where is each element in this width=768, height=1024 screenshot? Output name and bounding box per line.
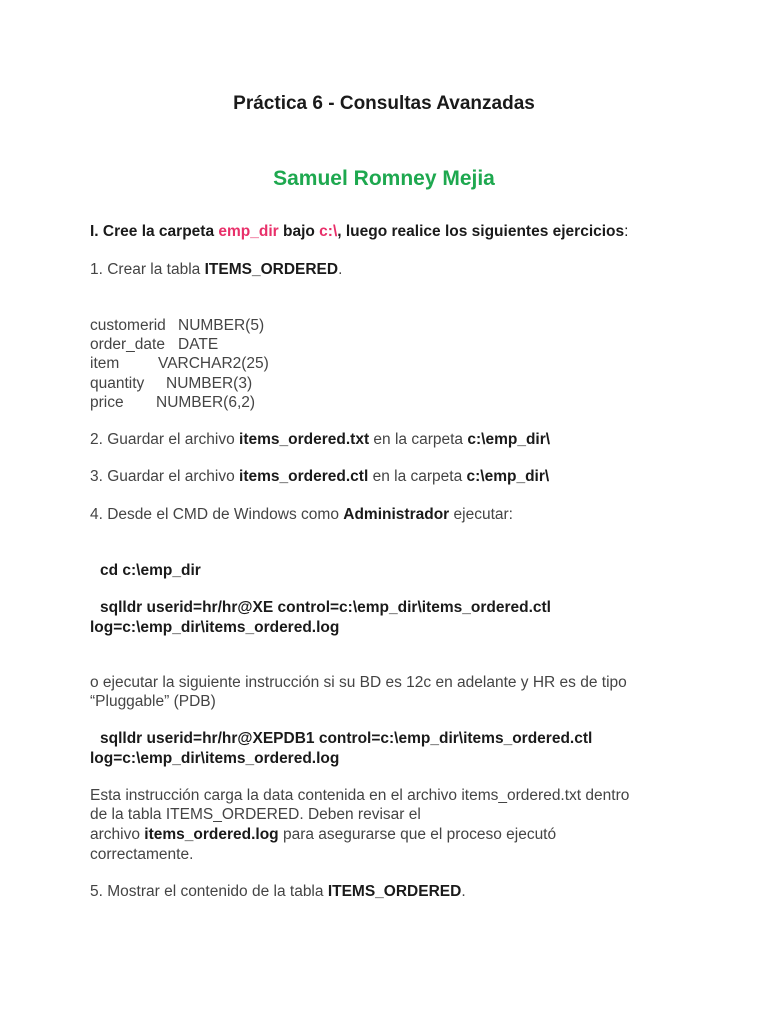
author-name: Samuel Romney Mejia — [273, 167, 495, 190]
alt-instruction-cont: “Pluggable” (PDB) — [90, 693, 216, 710]
section-heading: I. Cree la carpeta emp_dir bajo c:\, luego realice los siguientes ejercicios: — [90, 223, 629, 240]
column-def-row: quantity NUMBER(3) — [90, 375, 253, 392]
command-sqlldr-pdb: sqlldr userid=hr/hr@XEPDB1 control=c:\emp_dir\items_ordered.ctl — [100, 730, 593, 747]
column-def-row: customerid NUMBER(5) — [90, 317, 265, 334]
drive-name: c:\ — [319, 223, 338, 240]
column-def-row: price NUMBER(6,2) — [90, 394, 256, 411]
page-title: Práctica 6 - Consultas Avanzadas — [233, 93, 535, 114]
column-def-row: order_date DATE — [90, 336, 219, 353]
description-line: correctamente. — [90, 846, 194, 863]
step-1: 1. Crear la tabla ITEMS_ORDERED. — [90, 261, 343, 278]
command-sqlldr-xe-log: log=c:\emp_dir\items_ordered.log — [90, 619, 340, 636]
step-4: 4. Desde el CMD de Windows como Administrador ejecutar: — [90, 506, 513, 523]
description-line: archivo items_ordered.log para asegurarse que el proceso ejecutó — [90, 826, 557, 843]
folder-name: emp_dir — [218, 223, 279, 240]
description-line: Esta instrucción carga la data contenida en el archivo items_ordered.txt dentro — [90, 787, 630, 804]
command-cd: cd c:\emp_dir — [100, 562, 201, 579]
command-sqlldr-pdb-log: log=c:\emp_dir\items_ordered.log — [90, 750, 340, 767]
command-sqlldr-xe: sqlldr userid=hr/hr@XE control=c:\emp_dir\items_ordered.ctl — [100, 599, 551, 616]
step-3: 3. Guardar el archivo items_ordered.ctl en la carpeta c:\emp_dir\ — [90, 468, 550, 485]
alt-instruction: o ejecutar la siguiente instrucción si su BD es 12c en adelante y HR es de tipo — [90, 674, 627, 691]
description-line: de la tabla ITEMS_ORDERED. Deben revisar el — [90, 806, 421, 823]
step-2: 2. Guardar el archivo items_ordered.txt en la carpeta c:\emp_dir\ — [90, 431, 551, 448]
column-def-row: item VARCHAR2(25) — [90, 355, 269, 372]
step-5: 5. Mostrar el contenido de la tabla ITEMS_ORDERED. — [90, 883, 466, 900]
